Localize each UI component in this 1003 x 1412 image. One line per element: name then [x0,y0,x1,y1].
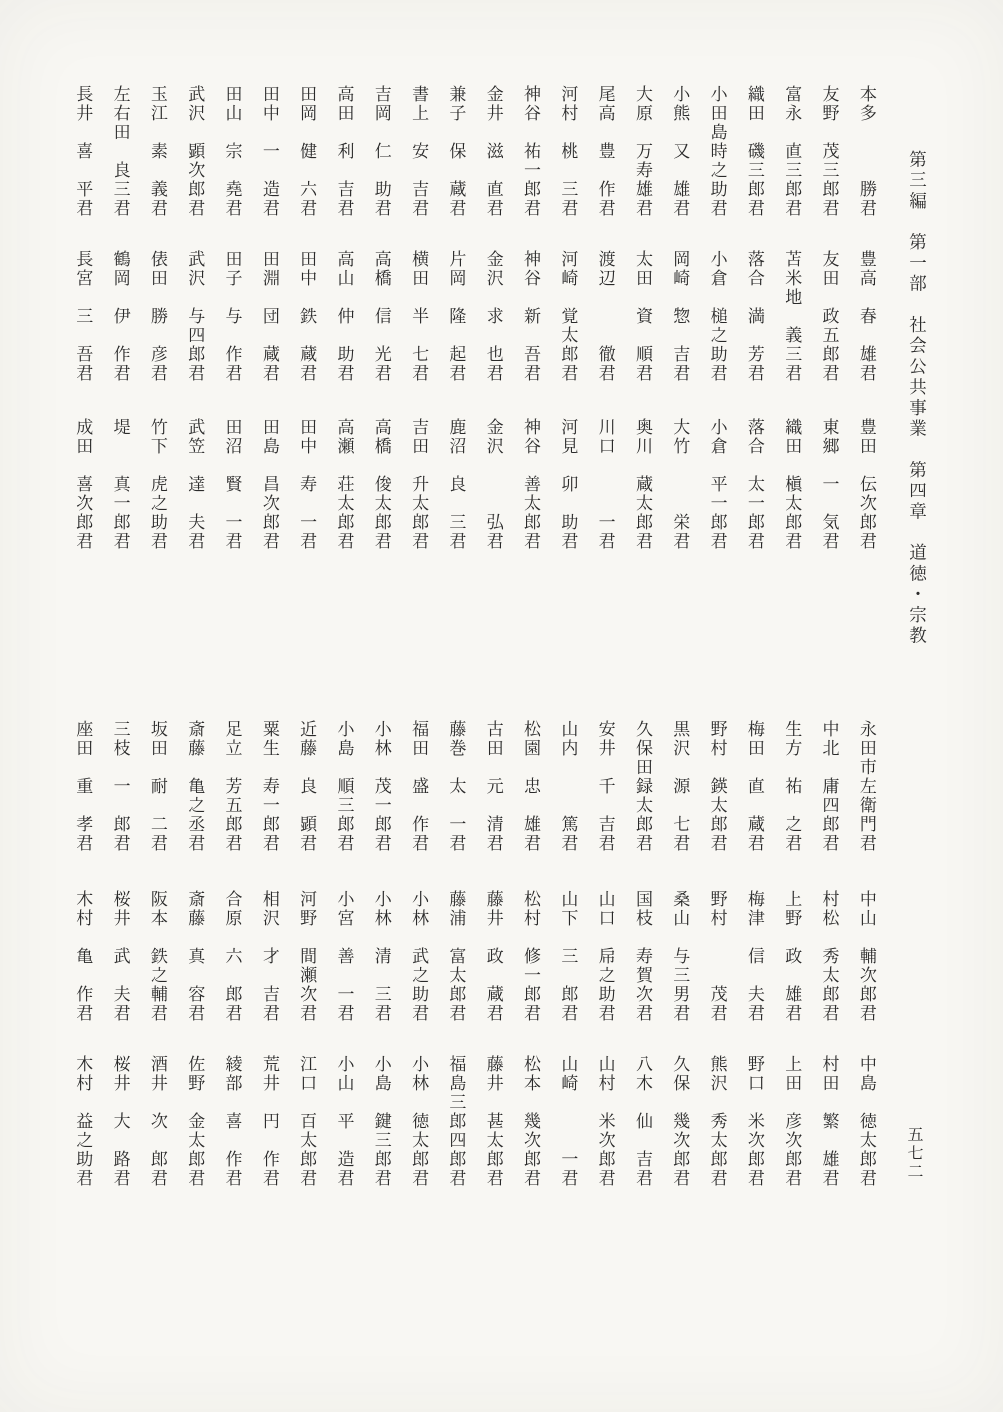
name-cell [623,890,660,1021]
person-name: 豊高 春 雄君 [855,250,876,383]
person-name: 山崎 一君 [557,1055,578,1188]
person-name: 奥川 蔵太郎君 [631,418,652,551]
name-cell [324,250,361,381]
name-cell [324,1055,361,1186]
person-name: 小山 平 造君 [333,1055,354,1188]
name-cell [772,720,809,851]
name-cell [324,720,361,851]
name-band-bottom-1 [63,720,884,851]
name-cell [586,1055,623,1186]
person-name: 書上 安 吉君 [408,85,429,218]
name-cell [660,890,697,1021]
name-cell [809,418,846,549]
name-cell [212,250,249,381]
name-cell [847,890,884,1021]
name-cell [772,890,809,1021]
name-cell [212,418,249,549]
name-cell [287,418,324,549]
person-name: 友田 政五郎君 [818,250,839,383]
person-name: 佐野 金太郎君 [184,1055,205,1188]
name-cell [847,418,884,549]
person-name: 尾高 豊 作君 [594,85,615,218]
name-cell [772,1055,809,1186]
person-name: 永田市左衛門君 [855,720,876,853]
name-cell [548,890,585,1021]
person-name: 玉江 素 義君 [146,85,167,218]
person-name: 河見 卯 助君 [557,418,578,551]
name-cell [548,1055,585,1186]
person-name: 小宮 善 一君 [333,890,354,1023]
person-name: 久保 幾次郎君 [669,1055,690,1188]
person-name: 斎藤 真 容君 [184,890,205,1023]
name-cell [847,85,884,216]
name-cell [175,720,212,851]
person-name: 安井 千 吉君 [594,720,615,853]
person-name: 俵田 勝 彦君 [146,250,167,383]
name-cell [735,720,772,851]
person-name: 江口 百太郎君 [296,1055,317,1188]
person-name: 金沢 求 也君 [482,250,503,383]
name-cell [548,720,585,851]
person-name: 田中 寿 一君 [296,418,317,551]
person-name: 足立 芳五郎君 [221,720,242,853]
person-name: 川口 一君 [594,418,615,551]
person-name: 吉田 升太郎君 [408,418,429,551]
person-name: 渡辺 徹君 [594,250,615,383]
person-name: 神谷 善太郎君 [520,418,541,551]
person-name: 河村 桃 三君 [557,85,578,218]
name-cell [847,250,884,381]
person-name: 松園 忠 雄君 [520,720,541,853]
name-cell [623,85,660,216]
person-name: 上田 彦次郎君 [781,1055,802,1188]
person-name: 中島 徳太郎君 [855,1055,876,1188]
name-cell [250,250,287,381]
person-name: 野村 茂君 [706,890,727,1023]
person-name: 上野 政 雄君 [781,890,802,1023]
person-name: 酒井 次 郎君 [146,1055,167,1188]
person-name: 高橋 信 光君 [370,250,391,383]
person-name: 鶴岡 伊 作君 [109,250,130,383]
name-cell [138,890,175,1021]
person-name: 落合 満 芳君 [743,250,764,383]
name-cell [474,418,511,549]
person-name: 富永 直三郎君 [781,85,802,218]
person-name: 山下 三 郎君 [557,890,578,1023]
name-cell [287,890,324,1021]
person-name: 織田 槇太郎君 [781,418,802,551]
person-name: 坂田 耐 二君 [146,720,167,853]
person-name: 村田 繁 雄君 [818,1055,839,1188]
name-cell [586,418,623,549]
person-name: 座田 重 孝君 [72,720,93,853]
name-cell [623,1055,660,1186]
name-cell [324,418,361,549]
person-name: 武笠 達 夫君 [184,418,205,551]
person-name: 竹下 虎之助君 [146,418,167,551]
name-cell [399,85,436,216]
person-name: 田子 与 作君 [221,250,242,383]
name-cell [63,720,100,851]
name-cell [250,890,287,1021]
name-cell [735,85,772,216]
name-cell [399,1055,436,1186]
person-name: 梅田 直 蔵君 [743,720,764,853]
name-cell [175,250,212,381]
person-name: 鹿沼 良 三君 [445,418,466,551]
name-cell [362,85,399,216]
name-cell [287,1055,324,1186]
person-name: 大竹 栄君 [669,418,690,551]
name-cell [586,720,623,851]
person-name: 小島 順三郎君 [333,720,354,853]
person-name: 堤 真一郎君 [109,418,130,551]
name-cell [362,250,399,381]
person-name: 左右田 良三君 [109,85,130,218]
person-name: 山村 米次郎君 [594,1055,615,1188]
person-name: 生方 祐 之君 [781,720,802,853]
name-cell [623,418,660,549]
name-cell [809,1055,846,1186]
person-name: 粟生 寿一郎君 [258,720,279,853]
person-name: 藤井 甚太郎君 [482,1055,503,1188]
name-cell [436,890,473,1021]
person-name: 落合 太一郎君 [743,418,764,551]
person-name: 中山 輔次郎君 [855,890,876,1023]
person-name: 小林 清 三君 [370,890,391,1023]
person-name: 金井 滋 直君 [482,85,503,218]
person-name: 小林 武之助君 [408,890,429,1023]
person-name: 太田 資 順君 [631,250,652,383]
name-cell [847,720,884,851]
person-name: 小島 鍵三郎君 [370,1055,391,1188]
name-band-top-1 [63,85,884,216]
person-name: 合原 六 郎君 [221,890,242,1023]
person-name: 高橋 俊太郎君 [370,418,391,551]
name-cell [660,418,697,549]
person-name: 近藤 良 顕君 [296,720,317,853]
name-cell [250,1055,287,1186]
person-name: 高瀬 荘太郎君 [333,418,354,551]
person-name: 小田島時之助君 [706,85,727,218]
person-name: 中北 庸四郎君 [818,720,839,853]
person-name: 片岡 隆 起君 [445,250,466,383]
name-cell [548,85,585,216]
person-name: 木村 亀 作君 [72,890,93,1023]
name-cell [399,890,436,1021]
name-cell [586,890,623,1021]
name-cell [287,85,324,216]
name-cell [511,1055,548,1186]
name-cell [175,890,212,1021]
person-name: 金沢 弘君 [482,418,503,551]
name-cell [735,890,772,1021]
person-name: 神谷 新 吾君 [520,250,541,383]
name-cell [175,418,212,549]
person-name: 田島 昌次郎君 [258,418,279,551]
person-name: 織田 磯三郎君 [743,85,764,218]
person-name: 河野 間瀬次君 [296,890,317,1023]
person-name: 田淵 団 蔵君 [258,250,279,383]
name-cell [63,85,100,216]
person-name: 小倉 槌之助君 [706,250,727,383]
name-cell [212,720,249,851]
person-name: 岡崎 惣 吉君 [669,250,690,383]
person-name: 桜井 大 路君 [109,1055,130,1188]
name-band-top-3 [63,418,884,549]
name-cell [809,890,846,1021]
person-name: 小林 徳太郎君 [408,1055,429,1188]
name-cell [436,85,473,216]
name-cell [250,85,287,216]
name-cell [660,720,697,851]
person-name: 野村 鍈太郎君 [706,720,727,853]
name-cell [697,1055,734,1186]
running-head: 第三編 第一部 社会公共事業 第四章 道徳・宗教 [906,150,927,647]
name-cell [697,85,734,216]
person-name: 野口 米次郎君 [743,1055,764,1188]
person-name: 苫米地 義三君 [781,250,802,383]
name-cell [436,1055,473,1186]
name-cell [474,720,511,851]
person-name: 友野 茂三郎君 [818,85,839,218]
person-name: 神谷 祐一郎君 [520,85,541,218]
person-name: 黒沢 源 七君 [669,720,690,853]
name-cell [63,1055,100,1186]
name-cell [697,890,734,1021]
name-cell [660,85,697,216]
person-name: 高山 仲 助君 [333,250,354,383]
person-name: 藤井 政 蔵君 [482,890,503,1023]
name-cell [100,85,137,216]
name-cell [772,418,809,549]
name-cell [138,1055,175,1186]
name-cell [697,250,734,381]
name-cell [474,1055,511,1186]
name-cell [399,250,436,381]
name-cell [697,720,734,851]
name-cell [63,418,100,549]
person-name: 藤巻 太 一君 [445,720,466,853]
name-cell [474,85,511,216]
person-name: 桑山 与三男君 [669,890,690,1023]
person-name: 福田 盛 作君 [408,720,429,853]
name-cell [772,250,809,381]
person-name: 山内 篤君 [557,720,578,853]
name-cell [735,1055,772,1186]
person-name: 田岡 健 六君 [296,85,317,218]
person-name: 古田 元 清君 [482,720,503,853]
name-cell [660,1055,697,1186]
person-name: 田山 宗 堯君 [221,85,242,218]
name-cell [511,250,548,381]
person-name: 田中 一 造君 [258,85,279,218]
name-cell [586,85,623,216]
person-name: 国枝 寿賀次君 [631,890,652,1023]
person-name: 三枝 一 郎君 [109,720,130,853]
person-name: 阪本 鉄之輔君 [146,890,167,1023]
person-name: 高田 利 吉君 [333,85,354,218]
name-cell [735,418,772,549]
name-cell [362,418,399,549]
person-name: 吉岡 仁 助君 [370,85,391,218]
name-cell [212,1055,249,1186]
person-name: 小倉 平一郎君 [706,418,727,551]
name-cell [324,85,361,216]
person-name: 本多 勝君 [855,85,876,218]
person-name: 桜井 武 夫君 [109,890,130,1023]
name-cell [250,720,287,851]
name-cell [175,85,212,216]
name-cell [212,890,249,1021]
name-cell [474,250,511,381]
person-name: 熊沢 秀太郎君 [706,1055,727,1188]
name-cell [63,890,100,1021]
name-cell [511,720,548,851]
name-cell [100,250,137,381]
name-cell [697,418,734,549]
name-cell [287,720,324,851]
name-cell [138,250,175,381]
name-cell [623,720,660,851]
name-cell [809,720,846,851]
name-cell [660,250,697,381]
name-cell [436,720,473,851]
name-cell [362,890,399,1021]
name-cell [511,890,548,1021]
person-name: 長宮 三 吾君 [72,250,93,383]
person-name: 荒井 円 作君 [258,1055,279,1188]
name-cell [138,418,175,549]
person-name: 長井 喜 平君 [72,85,93,218]
name-cell [847,1055,884,1186]
name-cell [474,890,511,1021]
person-name: 八木 仙 吉君 [631,1055,652,1188]
person-name: 兼子 保 蔵君 [445,85,466,218]
person-name: 武沢 与四郎君 [184,250,205,383]
name-cell [100,890,137,1021]
name-cell [138,85,175,216]
person-name: 田中 鉄 蔵君 [296,250,317,383]
name-cell [809,250,846,381]
name-band-bottom-2 [63,890,884,1021]
person-name: 武沢 顕次郎君 [184,85,205,218]
name-cell [511,418,548,549]
person-name: 木村 益之助君 [72,1055,93,1188]
person-name: 豊田 伝次郎君 [855,418,876,551]
person-name: 斎藤 亀之丞君 [184,720,205,853]
name-cell [548,418,585,549]
name-cell [623,250,660,381]
person-name: 横田 半 七君 [408,250,429,383]
person-name: 福島三郎四郎君 [445,1055,466,1188]
name-cell [287,250,324,381]
name-cell [324,890,361,1021]
person-name: 東郷 一 気君 [818,418,839,551]
name-cell [735,250,772,381]
name-cell [548,250,585,381]
person-name: 久保田録太郎君 [631,720,652,853]
person-name: 田沼 賢 一君 [221,418,242,551]
person-name: 村松 秀太郎君 [818,890,839,1023]
name-band-bottom-3 [63,1055,884,1186]
person-name: 松村 修一郎君 [520,890,541,1023]
name-cell [250,418,287,549]
name-cell [175,1055,212,1186]
person-name: 藤浦 富太郎君 [445,890,466,1023]
name-cell [436,418,473,549]
name-cell [809,85,846,216]
name-cell [772,85,809,216]
name-band-top-2 [63,250,884,381]
name-cell [511,85,548,216]
name-cell [212,85,249,216]
name-cell [100,720,137,851]
name-cell [399,418,436,549]
page-number: 五七二 [905,1126,924,1182]
name-cell [362,720,399,851]
person-name: 小林 茂一郎君 [370,720,391,853]
name-cell [362,1055,399,1186]
name-cell [100,1055,137,1186]
name-cell [63,250,100,381]
person-name: 大原 万寿雄君 [631,85,652,218]
person-name: 相沢 才 吉君 [258,890,279,1023]
person-name: 綾部 喜 作君 [221,1055,242,1188]
person-name: 成田 喜次郎君 [72,418,93,551]
person-name: 梅津 信 夫君 [743,890,764,1023]
name-cell [586,250,623,381]
person-name: 山口 帍之助君 [594,890,615,1023]
name-cell [138,720,175,851]
name-cell [399,720,436,851]
name-cell [100,418,137,549]
person-name: 河崎 覚太郎君 [557,250,578,383]
person-name: 小熊 又 雄君 [669,85,690,218]
person-name: 松本 幾次郎君 [520,1055,541,1188]
name-cell [436,250,473,381]
